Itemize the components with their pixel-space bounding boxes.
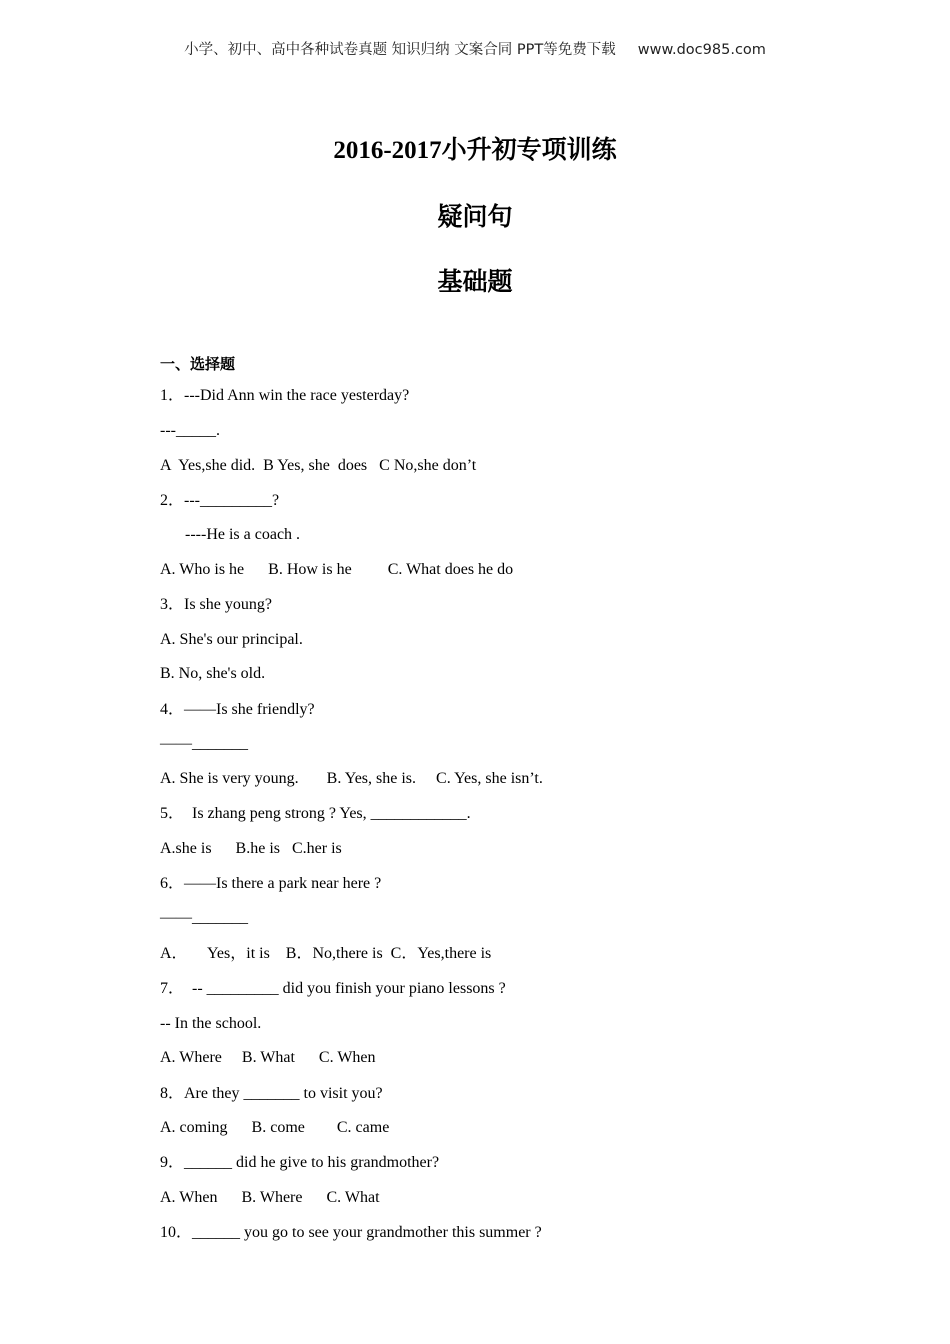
options-line: A． Yes，it is B．No,there is C．Yes,there is xyxy=(160,945,492,962)
options-line: A. Where B. What C. When xyxy=(160,1049,376,1066)
option-line: B. No, she's old. xyxy=(160,665,266,682)
question-line: 4．——Is she friendly? xyxy=(160,701,315,718)
topic-title: 疑问句 xyxy=(437,204,513,231)
options-line: A.she is B.he is C.her is xyxy=(160,840,342,857)
answer-line: -- In the school. xyxy=(160,1015,262,1032)
document-title: 2016-2017小升初专项训练 xyxy=(333,137,617,164)
options-line: A. She is very young. B. Yes, she is. C. Yes, she isn’t. xyxy=(160,770,543,787)
question-line: 5． Is zhang peng strong ? Yes, ____________. xyxy=(160,805,471,822)
question-line: 6．——Is there a park near here ? xyxy=(160,875,382,892)
header-text: 小学、初中、高中各种试卷真题 知识归纳 文案合同 PPT等免费下载 xyxy=(184,42,616,58)
options-line: A. Who is he B. How is he C. What does he do xyxy=(160,561,514,578)
option-line: A. She's our principal. xyxy=(160,631,303,648)
level-title: 基础题 xyxy=(437,269,513,296)
question-line: 2．---_________? xyxy=(160,492,280,509)
question-line: 1．---Did Ann win the race yesterday? xyxy=(160,387,410,404)
answer-line: ----He is a coach . xyxy=(185,526,301,543)
question-line: 7． -- _________ did you finish your piano lessons ? xyxy=(160,980,506,997)
answer-blank-line: ---_____. xyxy=(160,422,220,439)
answer-blank-line: ——_______ xyxy=(160,909,248,926)
options-line: A Yes,she did. B Yes, she does C No,she don’t xyxy=(160,457,477,474)
answer-blank-line: ——_______ xyxy=(160,735,248,752)
section-heading: 一、选择题 xyxy=(160,355,236,373)
question-line: 10．______ you go to see your grandmother this summer ? xyxy=(160,1224,542,1241)
question-line: 9．______ did he give to his grandmother? xyxy=(160,1154,440,1171)
options-line: A. coming B. come C. came xyxy=(160,1119,390,1136)
options-line: A. When B. Where C. What xyxy=(160,1189,380,1206)
header-url[interactable]: www.doc985.com xyxy=(637,42,766,58)
question-line: 8．Are they _______ to visit you? xyxy=(160,1085,383,1102)
page-header xyxy=(0,38,950,59)
question-line: 3．Is she young? xyxy=(160,596,272,613)
